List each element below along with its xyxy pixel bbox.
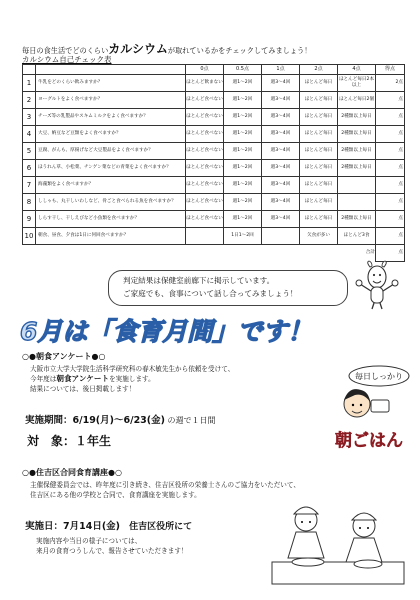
- calcium-check-table: [22, 64, 405, 262]
- body-line: 住吉区にある他の学校と合同で、食育講座を実施します。: [30, 491, 201, 499]
- choice-cell: ほとんど3食: [338, 228, 376, 245]
- row-number: 7: [23, 177, 36, 194]
- score-cell: 点: [376, 228, 405, 245]
- choice-cell: ほとんど食べない: [186, 109, 224, 126]
- score-cell: 2点: [376, 75, 405, 92]
- choice-cell: ほとんど毎日: [300, 109, 338, 126]
- choice-cell: ほとんど毎日: [300, 194, 338, 211]
- row-number: 10: [23, 228, 36, 245]
- intro-highlight: カルシウム: [108, 42, 168, 56]
- table-row: [23, 160, 405, 177]
- choice-cell: 週3〜4回: [262, 109, 300, 126]
- breakfast-survey-heading: ○●朝食アンケート●○: [22, 352, 106, 361]
- question-cell: ししゃも、丸干しいわしなど、骨ごと食べられる魚を食べますか？: [36, 194, 186, 211]
- body-line: 来月の食育つうしんで、報告させていただきます！: [36, 547, 188, 555]
- choice-cell: 週3〜4回: [262, 160, 300, 177]
- question-cell: ヨーグルトをよく食べますか？: [36, 92, 186, 109]
- choice-cell: ほとんど食べない: [186, 143, 224, 160]
- course-note: [36, 536, 256, 556]
- table-row: [23, 194, 405, 211]
- survey-period: 実施期間：6/19(月)〜6/23(金) の週で１日間: [25, 415, 216, 426]
- table-row: [23, 143, 405, 160]
- row-number: 1: [23, 75, 36, 92]
- row-number: 4: [23, 126, 36, 143]
- choice-cell: [262, 228, 300, 245]
- header-cell: 1点: [262, 65, 300, 75]
- choice-cell: 週1〜2回: [224, 211, 262, 228]
- row-number: 2: [23, 92, 36, 109]
- total-row: [23, 245, 405, 262]
- header-cell: [23, 65, 36, 75]
- cooking-kids-illustration: [268, 498, 408, 588]
- bubble-line: ご家庭でも、食事について話し合ってみましょう！: [123, 289, 298, 298]
- choice-cell: ほとんど毎日: [300, 92, 338, 109]
- choice-cell: ほとんど毎日: [300, 143, 338, 160]
- table-row: [23, 211, 405, 228]
- total-label: 合計: [23, 245, 376, 262]
- choice-cell: 週3〜4回: [262, 194, 300, 211]
- choice-cell: 週1〜2回: [224, 109, 262, 126]
- score-cell: 点: [376, 211, 405, 228]
- choice-cell: 週3〜4回: [262, 211, 300, 228]
- total-cell: 点: [376, 245, 405, 262]
- row-number: 5: [23, 143, 36, 160]
- question-cell: チーズ等の乳製品やスキムミルクをよく食べますか？: [36, 109, 186, 126]
- choice-cell: 週1〜2回: [224, 194, 262, 211]
- choice-cell: 週3〜4回: [262, 75, 300, 92]
- header-cell: 得点: [376, 65, 405, 75]
- row-number: 9: [23, 211, 36, 228]
- choice-cell: [338, 177, 376, 194]
- joint-course-body: [30, 480, 370, 500]
- choice-cell: 週3〜4回: [262, 126, 300, 143]
- score-cell: 点: [376, 160, 405, 177]
- body-line: 主催保健委員会では、昨年度に引き続き、住吉区役所の栄養士さんのご協力をいただいて、: [30, 481, 300, 489]
- score-cell: 点: [376, 126, 405, 143]
- score-cell: 点: [376, 109, 405, 126]
- header-cell: 0点: [186, 65, 224, 75]
- choice-cell: ほとんど飲まない: [186, 75, 224, 92]
- choice-cell: ほとんど毎日: [300, 211, 338, 228]
- choice-cell: [338, 194, 376, 211]
- joint-course-heading: ○●住吉区合同食育講座●○: [22, 468, 122, 477]
- choice-cell: 2種類以上毎日: [338, 160, 376, 177]
- food-month-banner: [10, 312, 410, 346]
- choice-cell: ほとんど食べない: [186, 194, 224, 211]
- header-cell: 4点: [338, 65, 376, 75]
- question-cell: 牛乳をどのくらい飲みますか？: [36, 75, 186, 92]
- bubble-line: 判定結果は保健室前廊下に掲示しています。: [123, 276, 275, 285]
- body-line: 結果については、後日掲載します！: [30, 385, 136, 393]
- choice-cell: ほとんど食べない: [186, 160, 224, 177]
- row-number: 6: [23, 160, 36, 177]
- choice-cell: 週3〜4回: [262, 143, 300, 160]
- choice-cell: [186, 228, 224, 245]
- choice-cell: 1日1〜2回: [224, 228, 262, 245]
- speech-bubble: [108, 270, 348, 306]
- choice-cell: ほとんど食べない: [186, 211, 224, 228]
- choice-cell: 2種類以上毎日: [338, 143, 376, 160]
- header-cell: [36, 65, 186, 75]
- body-line: 今年度は朝食アンケートを実施します。: [30, 374, 155, 383]
- choice-cell: 2種類以上毎日: [338, 126, 376, 143]
- body-line: 実施内容や当日の様子については、: [36, 537, 142, 545]
- badge-main-text: 朝ごはん: [335, 431, 403, 451]
- question-cell: ほうれん草、小松菜、チンゲン菜などの青菜をよく食べますか？: [36, 160, 186, 177]
- table-row: [23, 126, 405, 143]
- header-cell: 0.5点: [224, 65, 262, 75]
- row-number: 8: [23, 194, 36, 211]
- score-cell: 点: [376, 143, 405, 160]
- table-row: [23, 75, 405, 92]
- choice-cell: ほとんど毎日: [300, 177, 338, 194]
- banner-text: 6月は「食育月間」です！: [20, 317, 313, 346]
- table-header-row: [23, 65, 405, 75]
- mascot-illustration: [352, 260, 402, 310]
- course-date: 実施日：7月14日(金) 住吉区役所にて: [25, 521, 193, 532]
- score-cell: 点: [376, 194, 405, 211]
- badge-top-text: 毎日しっかり: [355, 372, 403, 381]
- choice-cell: 2種類以上毎日: [338, 109, 376, 126]
- choice-cell: 週1〜2回: [224, 177, 262, 194]
- question-cell: 大豆、納豆など豆類をよく食べますか？: [36, 126, 186, 143]
- score-cell: 点: [376, 92, 405, 109]
- body-line: 大阪市立大学大学院生活科学研究科の春木敏先生から依頼を受けて、: [30, 365, 235, 373]
- choice-cell: ほとんど食べない: [186, 177, 224, 194]
- choice-cell: 週3〜4回: [262, 177, 300, 194]
- choice-cell: 欠食が多い: [300, 228, 338, 245]
- choice-cell: 週1〜2回: [224, 126, 262, 143]
- table-row: [23, 92, 405, 109]
- question-cell: しらす干し、干しえびなど小魚類を食べますか？: [36, 211, 186, 228]
- choice-cell: 週3〜4回: [262, 92, 300, 109]
- row-number: 3: [23, 109, 36, 126]
- score-cell: 点: [376, 177, 405, 194]
- choice-cell: 週1〜2回: [224, 143, 262, 160]
- choice-cell: ほとんど毎日: [300, 126, 338, 143]
- choice-cell: 週1〜2回: [224, 92, 262, 109]
- intro-pre: 毎日の食生活でどのくらい: [22, 46, 109, 55]
- table-row: [23, 109, 405, 126]
- choice-cell: 2種類以上毎日: [338, 211, 376, 228]
- question-cell: 海藻類をよく食べますか？: [36, 177, 186, 194]
- survey-target: 対 象：１年生: [27, 434, 112, 448]
- breakfast-badge: [327, 362, 411, 462]
- choice-cell: ほとんど毎日2個: [338, 92, 376, 109]
- question-cell: 豆腐、がんも、厚揚げなど大豆製品をよく食べますか？: [36, 143, 186, 160]
- choice-cell: 週1〜2回: [224, 160, 262, 177]
- choice-cell: ほとんど毎日: [300, 75, 338, 92]
- choice-cell: 週1〜2回: [224, 75, 262, 92]
- choice-cell: ほとんど食べない: [186, 126, 224, 143]
- choice-cell: ほとんど毎日: [300, 160, 338, 177]
- choice-cell: ほとんど食べない: [186, 92, 224, 109]
- question-cell: 朝食、昼食、夕食は1日に何回食べますか？: [36, 228, 186, 245]
- breakfast-survey-body: [30, 364, 330, 394]
- table-row: [23, 228, 405, 245]
- choice-cell: ほとんど毎日2本以上: [338, 75, 376, 92]
- table-row: [23, 177, 405, 194]
- intro-post: が取れているかをチェックしてみましょう！: [167, 46, 312, 55]
- header-cell: 2点: [300, 65, 338, 75]
- sheet-title: カルシウム自己チェック表: [22, 55, 112, 64]
